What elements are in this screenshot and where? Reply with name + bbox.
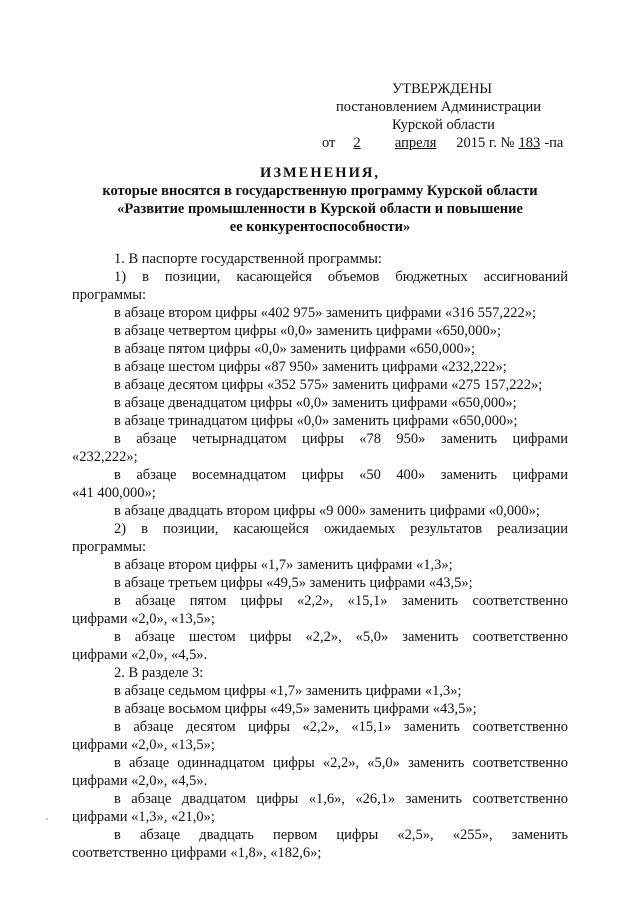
body-line: в абзаце двадцать втором цифры «9 000» заменить цифрами «0,000»; (114, 503, 540, 519)
body-line: в абзаце втором цифры «402 975» заменить цифрами «316 557,222»; (114, 305, 537, 321)
body-line: цифрами «1,3», «21,0»; (72, 809, 215, 825)
body-line: в абзаце двадцатом цифры «1,6», «26,1» заменить соответственно (114, 791, 568, 807)
body-line: в абзаце третьем цифры «49,5» заменить цифрами «43,5»; (114, 575, 473, 591)
body-line: 1. В паспорте государственной программы: (114, 251, 382, 267)
body-line: в абзаце пятом цифры «0,0» заменить цифрами «650,000»; (114, 341, 476, 357)
body-line: в абзаце одиннадцатом цифры «2,2», «5,0» заменить соответственно (114, 755, 568, 771)
body-line: в абзаце четвертом цифры «0,0» заменить цифрами «650,000»; (114, 323, 501, 339)
subtitle-line-2: «Развитие промышленности в Курской области и повышение (117, 201, 523, 217)
body-line: в абзаце восьмом цифры «49,5» заменить цифрами «43,5»; (114, 701, 477, 717)
body-line: в абзаце четырнадцатом цифры «78 950» заменить цифрами (114, 431, 568, 447)
date-prefix: от (322, 135, 336, 151)
body-line: в абзаце шестом цифры «87 950» заменить цифрами «232,222»; (114, 359, 507, 375)
body-line: программы: (72, 287, 147, 303)
date-month: апреля (394, 135, 437, 151)
scan-speck (46, 818, 48, 820)
body-line: в абзаце тринадцатом цифры «0,0» заменить цифрами «650,000»; (114, 413, 518, 429)
number-suffix: -па (544, 135, 564, 151)
body-line: в абзаце пятом цифры «2,2», «15,1» заменить соответственно (114, 593, 568, 609)
body-line: цифрами «2,0», «4,5». (72, 647, 208, 663)
body-line: в абзаце двенадцатом цифры «0,0» заменить цифрами «650,000»; (114, 395, 517, 411)
date-day: 2 (353, 135, 361, 151)
approval-issuer: постановлением Администрации (336, 99, 542, 115)
body-line: «232,222»; (72, 449, 138, 465)
body-line: 2. В разделе 3: (114, 665, 204, 681)
page-title: ИЗМЕНЕНИЯ, (260, 165, 380, 181)
body-line: цифрами «2,0», «13,5»; (72, 611, 215, 627)
body-line: 2) в позиции, касающейся ожидаемых результатов реализации (114, 521, 568, 537)
subtitle-line-3: ее конкурентоспособности» (229, 219, 411, 235)
approval-date-line (322, 134, 563, 152)
body-line: 1) в позиции, касающейся объемов бюджетных ассигнований (114, 269, 568, 285)
body-line: цифрами «2,0», «13,5»; (72, 737, 215, 753)
document-number: 183 (518, 135, 541, 151)
body-line: в абзаце втором цифры «1,7» заменить цифрами «1,3»; (114, 557, 453, 573)
body-line: программы: (72, 539, 147, 555)
body-line: в абзаце седьмом цифры «1,7» заменить цифрами «1,3»; (114, 683, 462, 699)
subtitle-line-1: которые вносятся в государственную программу Курской области (102, 183, 538, 199)
body-line: соответственно цифрами «1,8», «182,6»; (72, 845, 322, 861)
body-line: цифрами «2,0», «4,5». (72, 773, 208, 789)
body-line: в абзаце двадцать первом цифры «2,5», «255», заменить (114, 827, 568, 843)
approval-title: УТВЕРЖДЕНЫ (392, 81, 493, 97)
body-line: «41 400,000»; (72, 485, 156, 501)
body-line: в абзаце восемнадцатом цифры «50 400» заменить цифрами (114, 467, 568, 483)
body-line: в абзаце десятом цифры «352 575» заменить цифрами «275 157,222»; (114, 377, 543, 393)
approval-region: Курской области (392, 117, 495, 133)
body-line: в абзаце шестом цифры «2,2», «5,0» заменить соответственно (114, 629, 568, 645)
body-line: в абзаце десятом цифры «2,2», «15,1» заменить соответственно (114, 719, 568, 735)
date-year: 2015 г. № (456, 135, 515, 151)
